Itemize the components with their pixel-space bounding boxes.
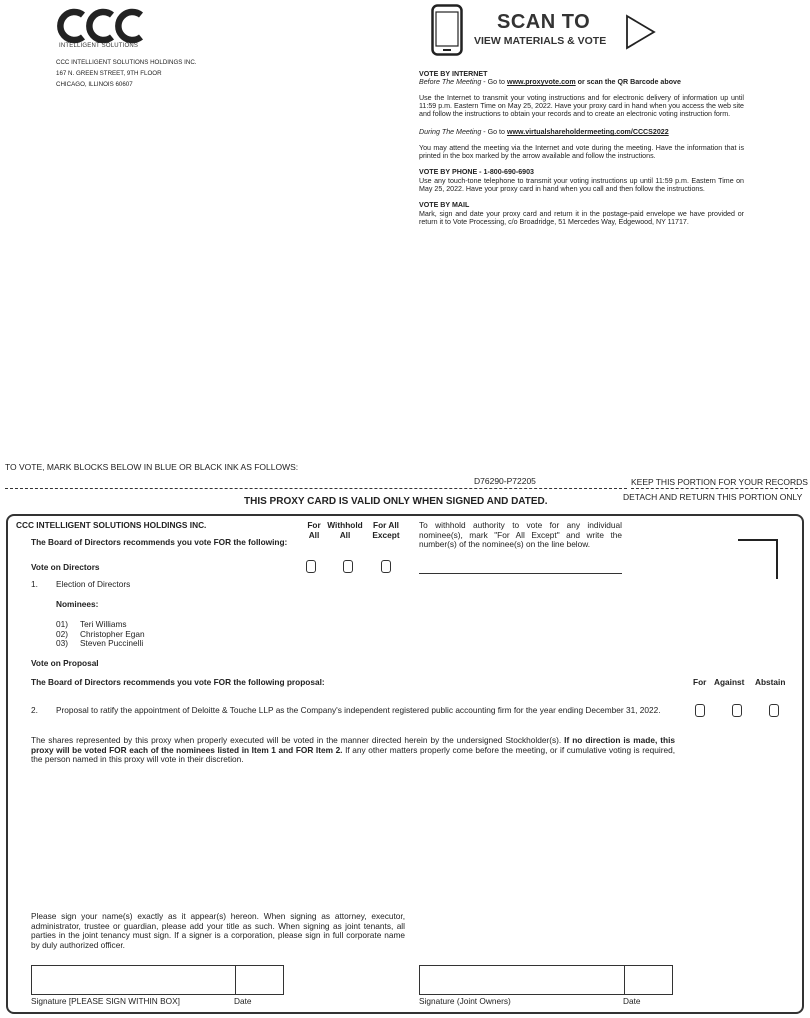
joint-signature-box[interactable]: [419, 965, 625, 995]
phone-heading: VOTE BY PHONE - 1-800-690-6903: [419, 168, 534, 177]
item2-number: 2.: [31, 705, 38, 715]
mail-heading: VOTE BY MAIL: [419, 201, 470, 210]
nominee-list: [56, 620, 145, 649]
phone-icon: [431, 4, 463, 61]
voting-instructions: [419, 70, 744, 233]
mail-body: Mark, sign and date your proxy card and return it in the postage-paid envelope we have provided or return it to Vote Processing, c/o Broadridge, 51 Mercedes Way, Edgewood, NY 11717.: [419, 209, 744, 226]
col-withhold-all: Withhold All: [327, 520, 363, 540]
proxyvote-link[interactable]: www.proxyvote.com: [506, 78, 576, 87]
nominee-row: 01) Teri Williams: [56, 619, 127, 629]
vote-on-directors: Vote on Directors: [31, 562, 100, 572]
col-for: For: [693, 677, 707, 687]
board-recommendation-proposal: The Board of Directors recommends you vote FOR the following proposal:: [31, 677, 325, 687]
detach-line: [5, 488, 627, 489]
signature-label: Signature [PLEASE SIGN WITHIN BOX]: [31, 996, 180, 1006]
detach-return-label: DETACH AND RETURN THIS PORTION ONLY: [623, 492, 803, 502]
joint-date-box[interactable]: [623, 965, 673, 995]
detach-line-right: [631, 488, 803, 489]
board-recommendation: The Board of Directors recommends you vote FOR the following:: [31, 537, 288, 547]
proposal-against-checkbox[interactable]: [732, 704, 742, 717]
shares-statement: The shares represented by this proxy when properly executed will be voted in the manner directed herein by the undersigned Stockholder(s). If no direction is made, this proxy will be voted FOR each of the nominees listed in Item 1 and FOR Item 2. If any other matters properly come before the meeting, or if cumulative voting is required, the person named in this proxy will vote in their discretion.: [31, 735, 676, 764]
col-for-all-except: For All Except: [372, 520, 400, 540]
nominee-row: 02) Christopher Egan: [56, 628, 145, 639]
for-all-except-checkbox[interactable]: [381, 560, 391, 573]
col-abstain: Abstain: [755, 677, 786, 687]
scan-title: SCAN TO: [497, 11, 591, 33]
company-address: CCC INTELLIGENT SOLUTIONS HOLDINGS INC. 167 N. GREEN STREET, 9TH FLOOR CHICAGO, ILLINOIS 60607: [56, 59, 197, 88]
ccc-logo-mark: [56, 6, 152, 46]
item2-text: Proposal to ratify the appointment of Deloitte & Touche LLP as the Company's independent registered public accounting firm for the year ending December 31, 2022.: [56, 705, 661, 715]
item1-number: 1.: [31, 579, 38, 589]
nominee-row: 03) Steven Puccinelli: [56, 638, 144, 648]
during-meeting-line: During The Meeting - Go to www.virtualshareholdermeeting.com/CCCS2022: [419, 128, 669, 137]
internet-heading: VOTE BY INTERNET: [419, 70, 488, 78]
before-meeting-line: Before The Meeting - Go to www.proxyvote.com or scan the QR Barcode above: [419, 78, 681, 87]
nominees-label: Nominees:: [56, 599, 99, 609]
withhold-all-checkbox[interactable]: [343, 560, 353, 573]
arrow-right-icon: [625, 14, 657, 55]
proposal-for-checkbox[interactable]: [695, 704, 705, 717]
signature-box[interactable]: [31, 965, 236, 995]
signing-instructions: Please sign your name(s) exactly as it appear(s) hereon. When signing as attorney, executor, administrator, trustee or guardian, please add your title as such. When signing as joint tenants, all parties in the joint tenancy must sign. If a signer is a corporation, please sign in full corporate name by duly authorized officer.: [31, 911, 405, 950]
corner-mark: [738, 539, 778, 579]
phone-body: Use any touch-tone telephone to transmit your voting instructions up until 11:59 p.m. Eastern Time on May 25, 2022. Have your proxy card in hand when you call and then follow the instructions.: [419, 176, 744, 193]
date-box[interactable]: [234, 965, 284, 995]
internet-body: Use the Internet to transmit your voting instructions and for electronic delivery of information up until 11:59 p.m. Eastern Time on May 25, 2022. Have your proxy card in hand when you access the web site and follow the instructions to obtain your records and to create an electronic voting instruction form.: [419, 93, 744, 119]
virtual-meeting-link[interactable]: www.virtualshareholdermeeting.com/CCCS2022: [506, 128, 669, 137]
joint-date-label: Date: [623, 996, 641, 1006]
control-code: D76290-P72205: [474, 476, 536, 486]
valid-notice: THIS PROXY CARD IS VALID ONLY WHEN SIGNED AND DATED.: [244, 496, 548, 507]
during-body: You may attend the meeting via the Internet and vote during the meeting. Have the information that is printed in the box marked by the arrow available and follow the instructions.: [419, 143, 744, 161]
joint-signature-label: Signature (Joint Owners): [419, 996, 511, 1006]
logo-subtitle: INTELLIGENT SOLUTIONS: [59, 43, 139, 49]
col-against: Against: [714, 677, 745, 687]
for-all-checkbox[interactable]: [306, 560, 316, 573]
col-for-all: For All: [307, 520, 321, 540]
item1-label: Election of Directors: [56, 579, 131, 589]
vote-mark-instruction: TO VOTE, MARK BLOCKS BELOW IN BLUE OR BLACK INK AS FOLLOWS:: [5, 462, 299, 472]
withhold-note: To withhold authority to vote for any individual nominee(s), mark "For All Except" and write the number(s) of the nominee(s) on the line below.: [419, 520, 622, 549]
vote-on-proposal: Vote on Proposal: [31, 658, 99, 668]
scan-subtitle: VIEW MATERIALS & VOTE: [474, 35, 607, 47]
date-label: Date: [234, 996, 252, 1006]
proposal-abstain-checkbox[interactable]: [769, 704, 779, 717]
except-nominee-line[interactable]: [419, 573, 622, 574]
keep-portion-label: KEEP THIS PORTION FOR YOUR RECORDS: [631, 477, 808, 487]
card-company-name: CCC INTELLIGENT SOLUTIONS HOLDINGS INC.: [16, 520, 207, 530]
